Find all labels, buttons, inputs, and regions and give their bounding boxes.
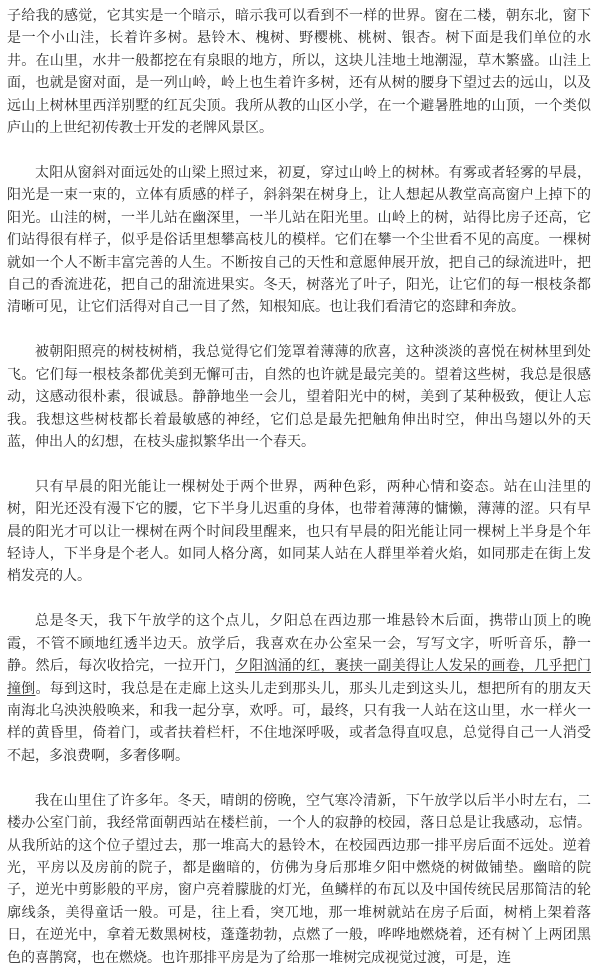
paragraph-5-text-after: 。每到这时，我总是在走廊上这头儿走到那头儿，那头儿走到这头儿，想把所有的朋友天南海北乌泱泱般唤来，和我一起分享，欢呼。可，最终，只有我一人站在这山里，水一样火一样的黄昏里，倚着门，或者扶着栏杆，不住地深呼吸，或者急得直叹息，总觉得自己一人消受不起，多浪费啊，多奢侈啊。: [7, 680, 591, 764]
paragraph-5-underlined-text: 夕阳汹涌的红，裹挟一副美得让人发呆的画卷，几乎把门撞倒: [7, 658, 591, 697]
essay-text: [7, 5, 591, 975]
paragraph-2: 太阳从窗斜对面远处的山梁上照过来，初夏，穿过山岭上的树林。有雾或者轻雾的早晨，阳光是一束一束的，立体有质感的样子，斜斜架在树身上，让人想起从教堂高高窗户上掉下的阳光。山洼的树，一半儿站在幽深里，一半儿站在阳光里。山岭上的树，站得比房子还高，它们站得很有样子，似乎是俗话里想攀高枝儿的模样。它们在攀一个尘世看不见的高度。一棵树就如一个人不断丰富完善的人生。不断按自己的天性和意愿伸展开放，把自己的绿流进叶，把自己的香流进花，把自己的甜流进果实。冬天，树落光了叶子，阳光，让它们的每一根枝条都清晰可见，让它们活得对自己一目了然，知根知底。也让我们看清它的恣肆和奔放。: [7, 164, 591, 316]
paragraph-5-text-before: 总是冬天，我下午放学的这个点儿，夕阳总在西边那一堆悬铃木后面，携带山顶上的晚霞，不管不顾地红透半边天。放学后，我喜欢在办公室呆一会，写写文字，听听音乐，静一静。然后，每次收拾完，一拉开门，: [7, 613, 591, 675]
paragraph-3: 被朝阳照亮的树枝树梢，我总觉得它们笼罩着薄薄的欣喜，这种淡淡的喜悦在树林里到处飞。它们每一根枝条都优美到无懈可击，自然的也许就是最完美的。望着这些树，我总是很感动，这感动很朴素，很诚恳。静静地坐一会儿，望着阳光中的树，美到了某种极致，便让人忘我。我想这些树枝都长着最敏感的神经，它们总是最先把触角伸出时空，伸出鸟翅以外的天蓝，伸出人的幻想，在枝头虚拟繁华出一个春天。: [7, 344, 591, 450]
paragraph-4: 只有早晨的阳光能让一棵树处于两个世界，两种色彩，两种心情和姿态。站在山洼里的树，阳光还没有漫下它的腰，它下半身儿迟重的身体，也带着薄薄的慵懒，薄薄的涩。只有早晨的阳光才可以让一棵树在两个时间段里醒来，也只有早晨的阳光能让同一棵树上半身是个年轻诗人，下半身是个老人。如同人格分离，如同某人站在人群里举着火焰，如同那走在街上发梢发亮的人。: [7, 478, 591, 585]
paragraph-1: 子给我的感觉，它其实是一个暗示，暗示我可以看到不一样的世界。窗在二楼，朝东北，窗下是一个小山洼，长着许多树。悬铃木、槐树、野樱桃、桃树、银杏。树下面是我们单位的水井。在山里，水井一般都挖在有泉眼的地方，所以，这块儿洼地土地潮湿，草木繁盛。山洼上面，也就是窗对面，是一列山岭，岭上也生着许多树，还有从树的腰身下望过去的远山，以及远山上树林里西洋别墅的红瓦尖顶。我所从教的山区小学，在一个避暑胜地的山顶，一个类似庐山的上世纪初传教士开发的老牌风景区。: [7, 8, 591, 137]
paragraph-5: [7, 610, 591, 767]
paragraph-6: 我在山里住了许多年。冬天，晴朗的傍晚，空气寒冷清新，下午放学以后半小时左右，二楼办公室门前，我经常面朝西站在楼栏前，一个人的寂静的校园，落日总是让我感动，忘情。从我所站的这个位子望过去，那一堆高大的悬铃木，在校园西边那一排平房后面不远处。逆着光，平房以及房前的院子，都是幽暗的，仿佛为身后那堆夕阳中燃烧的树做铺垫。幽暗的院子，逆光中剪影般的平房，窗户亮着朦胧的灯光，鱼鳞样的布瓦以及中国传统民居那简洁的轮廓线条，美得童话一般。可是，往上看，突兀地，那一堆树就站在房子后面，树梢上架着落日，在逆光中，拿着无数黑树枝，蓬蓬勃勃，点燃了一般，哗哗地燃烧着，还有树丫上两团黑色的喜鹊窝，也在燃烧。也许那排平房是为了给那一堆树完成视觉过渡，可是，连: [7, 792, 591, 966]
